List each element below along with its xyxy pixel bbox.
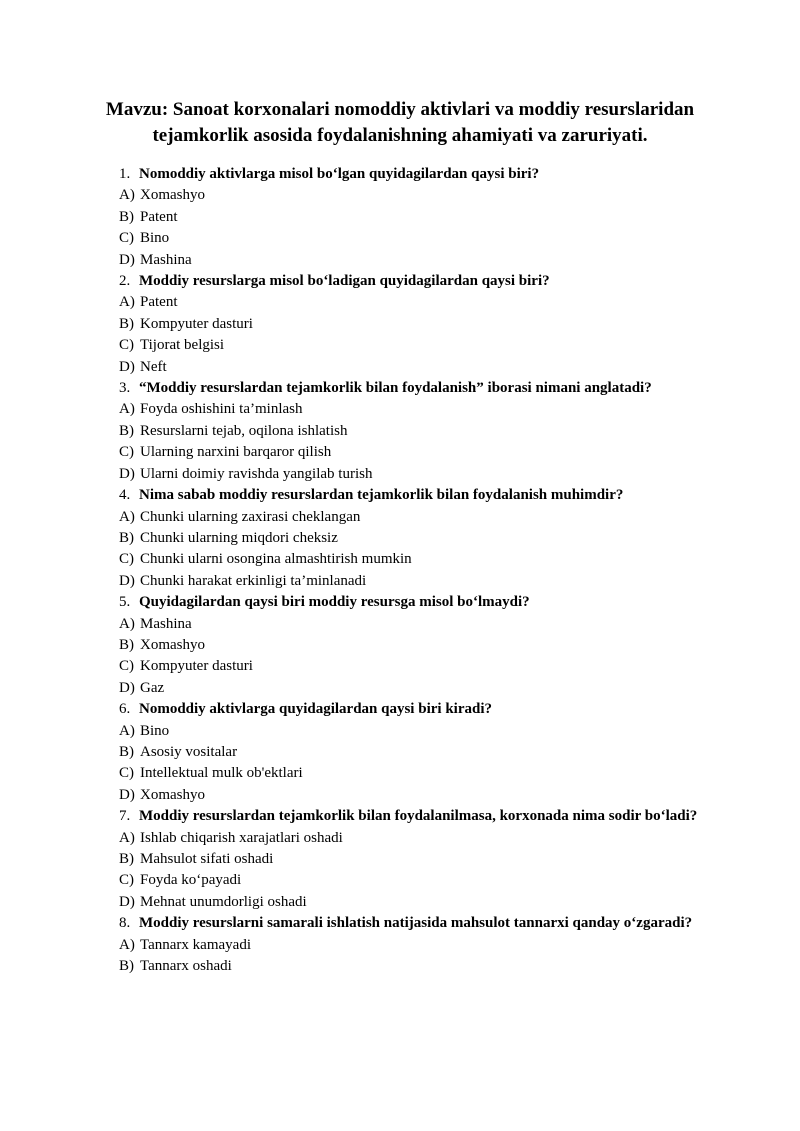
answer-option bbox=[119, 956, 719, 977]
option-text: Chunki ularning miqdori cheksiz bbox=[140, 529, 338, 546]
answer-option bbox=[119, 614, 719, 635]
option-letter: B) bbox=[119, 529, 134, 546]
option-letter: C) bbox=[119, 337, 134, 354]
answer-option bbox=[119, 849, 719, 870]
option-letter: A) bbox=[119, 401, 135, 418]
answer-option bbox=[119, 870, 719, 891]
option-text: Asosiy vositalar bbox=[140, 743, 238, 760]
answer-option bbox=[119, 507, 719, 528]
answer-option bbox=[119, 528, 719, 549]
option-letter: B) bbox=[119, 422, 134, 439]
answer-option bbox=[119, 721, 719, 742]
option-text: Intellektual mulk ob'ektlari bbox=[140, 765, 303, 782]
option-letter: D) bbox=[119, 572, 135, 589]
question-number: 1. bbox=[119, 166, 131, 182]
option-text: Kompyuter dasturi bbox=[140, 658, 253, 675]
option-text: Patent bbox=[140, 294, 178, 311]
question bbox=[119, 378, 719, 399]
option-text: Foyda ko‘payadi bbox=[140, 872, 242, 889]
option-letter: A) bbox=[119, 936, 135, 953]
question-number: 6. bbox=[119, 701, 131, 718]
answer-option bbox=[119, 228, 719, 249]
question bbox=[119, 164, 719, 185]
question-number: 5. bbox=[119, 594, 131, 611]
title-line-1: Mavzu: Sanoat korxonalari nomoddiy aktivlari va moddiy resurslaridan bbox=[105, 99, 695, 120]
answer-option bbox=[119, 828, 719, 849]
answer-option bbox=[119, 742, 719, 763]
option-letter: A) bbox=[119, 508, 135, 525]
question bbox=[119, 806, 719, 827]
option-text: Xomashyo bbox=[140, 636, 205, 653]
option-letter: A) bbox=[119, 187, 135, 204]
answer-option bbox=[119, 185, 719, 206]
question-list bbox=[119, 164, 719, 977]
option-letter: D) bbox=[119, 786, 135, 803]
option-letter: A) bbox=[119, 294, 135, 311]
option-text: Patent bbox=[140, 208, 178, 225]
option-letter: C) bbox=[119, 658, 134, 675]
option-text: Mehnat unumdorligi oshadi bbox=[140, 893, 307, 910]
option-letter: C) bbox=[119, 765, 134, 782]
option-letter: C) bbox=[119, 551, 134, 568]
question-text: Moddiy resurslarni samarali ishlatish natijasida mahsulot tannarxi qanday o‘zgaradi? bbox=[139, 915, 693, 932]
option-text: Foyda oshishini ta’minlash bbox=[140, 401, 303, 418]
option-letter: D) bbox=[119, 358, 135, 375]
option-text: Ularning narxini barqaror qilish bbox=[140, 444, 332, 461]
answer-option bbox=[119, 464, 719, 485]
option-letter: D) bbox=[119, 465, 135, 482]
page-title bbox=[60, 97, 740, 149]
question-number: 2. bbox=[119, 273, 131, 290]
answer-option bbox=[119, 763, 719, 784]
option-letter: D) bbox=[119, 679, 135, 696]
option-letter: B) bbox=[119, 743, 134, 760]
option-text: Tannarx kamayadi bbox=[140, 936, 251, 953]
answer-option bbox=[119, 314, 719, 335]
option-letter: A) bbox=[119, 615, 135, 632]
option-text: Chunki ularning zaxirasi cheklangan bbox=[140, 508, 361, 525]
option-text: Ularni doimiy ravishda yangilab turish bbox=[140, 465, 373, 482]
option-text: Mashina bbox=[140, 251, 192, 268]
question-text: Nomoddiy aktivlarga quyidagilardan qaysi biri kiradi? bbox=[139, 701, 492, 718]
option-text: Chunki ularni osongina almashtirish mumkin bbox=[140, 551, 412, 568]
question-number: 7. bbox=[119, 808, 131, 825]
option-letter: C) bbox=[119, 872, 134, 889]
option-text: Kompyuter dasturi bbox=[140, 315, 253, 332]
question-number: 8. bbox=[119, 915, 131, 932]
answer-option bbox=[119, 549, 719, 570]
question bbox=[119, 485, 719, 506]
option-text: Chunki harakat erkinligi ta’minlanadi bbox=[140, 572, 367, 589]
option-text: Mahsulot sifati oshadi bbox=[140, 851, 274, 867]
question-text: Moddiy resurslardan tejamkorlik bilan foydalanilmasa, korxonada nima sodir bo‘ladi? bbox=[139, 808, 698, 825]
question bbox=[119, 271, 719, 292]
option-letter: B) bbox=[119, 958, 134, 975]
question-text: Moddiy resurslarga misol bo‘ladigan quyidagilardan qaysi biri? bbox=[139, 273, 550, 290]
option-text: Ishlab chiqarish xarajatlari oshadi bbox=[140, 829, 343, 846]
option-letter: C) bbox=[119, 230, 134, 247]
answer-option bbox=[119, 892, 719, 913]
option-letter: D) bbox=[119, 893, 135, 910]
option-text: Tijorat belgisi bbox=[140, 337, 225, 354]
answer-option bbox=[119, 399, 719, 420]
answer-option bbox=[119, 442, 719, 463]
option-letter: B) bbox=[119, 851, 134, 867]
option-letter: B) bbox=[119, 315, 134, 332]
option-text: Resurslarni tejab, oqilona ishlatish bbox=[140, 422, 348, 439]
answer-option bbox=[119, 421, 719, 442]
question bbox=[119, 913, 719, 934]
option-letter: B) bbox=[119, 208, 134, 225]
answer-option bbox=[119, 656, 719, 677]
answer-option bbox=[119, 335, 719, 356]
option-letter: B) bbox=[119, 636, 134, 653]
option-text: Tannarx oshadi bbox=[140, 958, 232, 975]
question-text: Nima sabab moddiy resurslardan tejamkorlik bilan foydalanish muhimdir? bbox=[139, 487, 624, 504]
option-letter: D) bbox=[119, 251, 135, 268]
answer-option bbox=[119, 635, 719, 656]
option-text: Gaz bbox=[140, 679, 165, 696]
option-text: Neft bbox=[140, 358, 167, 375]
answer-option bbox=[119, 207, 719, 228]
question bbox=[119, 592, 719, 613]
title-line-2: tejamkorlik asosida foydalanishning ahamiyati va zaruriyati. bbox=[152, 125, 648, 146]
option-letter: A) bbox=[119, 829, 135, 846]
option-text: Bino bbox=[140, 722, 170, 739]
option-letter: A) bbox=[119, 722, 135, 739]
answer-option bbox=[119, 292, 719, 313]
answer-option bbox=[119, 678, 719, 699]
option-text: Xomashyo bbox=[140, 786, 205, 803]
option-text: Bino bbox=[140, 230, 170, 247]
question-number: 3. bbox=[119, 380, 131, 397]
question-text: “Moddiy resurslardan tejamkorlik bilan foydalanish” iborasi nimani anglatadi? bbox=[139, 380, 652, 397]
answer-option bbox=[119, 357, 719, 378]
question bbox=[119, 699, 719, 720]
question-text: Nomoddiy aktivlarga misol bo‘lgan quyidagilardan qaysi biri? bbox=[139, 166, 540, 182]
question-number: 4. bbox=[119, 487, 131, 504]
option-text: Xomashyo bbox=[140, 187, 205, 204]
answer-option bbox=[119, 250, 719, 271]
option-text: Mashina bbox=[140, 615, 192, 632]
answer-option bbox=[119, 935, 719, 956]
option-letter: C) bbox=[119, 444, 134, 461]
answer-option bbox=[119, 785, 719, 806]
answer-option bbox=[119, 571, 719, 592]
question-text: Quyidagilardan qaysi biri moddiy resursga misol bo‘lmaydi? bbox=[139, 594, 530, 611]
